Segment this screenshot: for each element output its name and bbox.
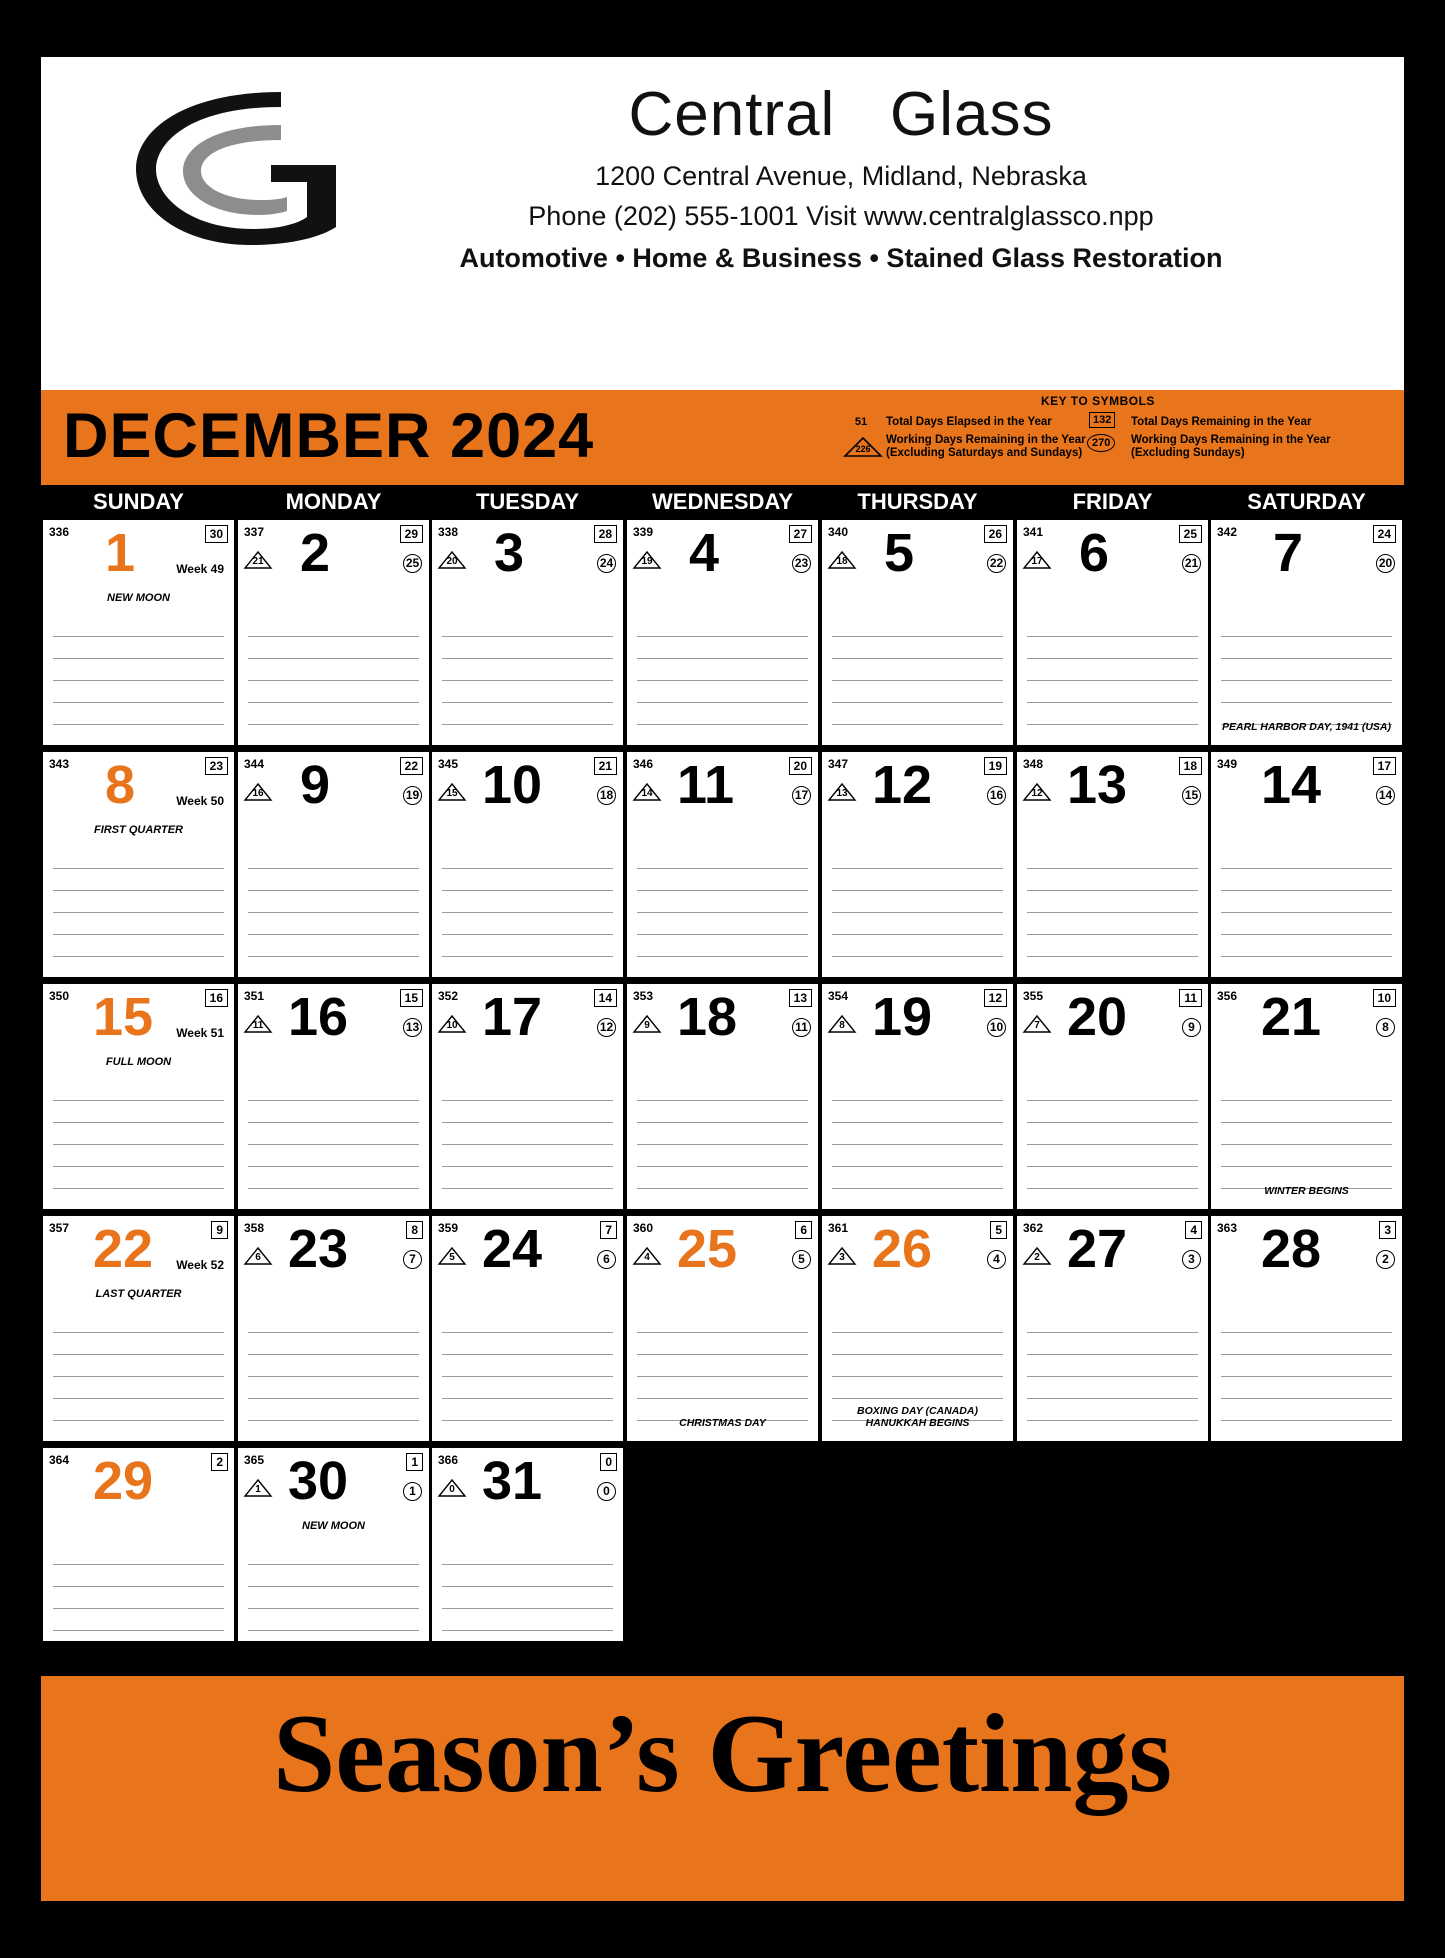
note-lines[interactable]: [637, 847, 808, 957]
key-remaining-label: Total Days Remaining in the Year: [1131, 416, 1312, 428]
julian-day-number: 356: [1217, 989, 1238, 1003]
julian-day-number: 348: [1023, 757, 1044, 771]
week-number-label: Week 51: [176, 1026, 224, 1040]
working-days-remaining-circle: 11: [792, 1018, 811, 1037]
julian-day-number: 347: [828, 757, 849, 771]
central-glass-logo: [131, 87, 371, 247]
day-number: 31: [482, 1451, 543, 1511]
julian-day-number: 354: [828, 989, 849, 1003]
note-lines[interactable]: [248, 1543, 419, 1631]
day-number: 27: [1067, 1219, 1128, 1279]
calendar-day-cell[interactable]: [822, 520, 1013, 745]
day-number: 3: [494, 523, 525, 583]
day-number: 9: [300, 755, 331, 815]
julian-day-number: 337: [244, 525, 265, 539]
seasons-greeting-text: Season’s Greetings: [272, 1692, 1173, 1816]
days-remaining-box: 20: [789, 757, 812, 775]
note-lines[interactable]: [1221, 847, 1392, 957]
company-phone-web: Phone (202) 555-1001 Visit www.centralglassco.npp: [528, 201, 1154, 231]
working-days-remaining-triangle: 4: [632, 1246, 662, 1266]
calendar-day-cell[interactable]: [43, 1216, 234, 1441]
working-days-remaining-circle: 18: [597, 786, 616, 805]
calendar-day-cell[interactable]: [1017, 984, 1208, 1209]
note-lines[interactable]: [637, 615, 808, 725]
working-days-remaining-circle: 5: [792, 1250, 811, 1269]
note-lines[interactable]: [1027, 1079, 1198, 1189]
julian-day-number: 336: [49, 525, 70, 539]
key-elapsed-value: 51: [854, 416, 868, 428]
day-number: 22: [93, 1219, 154, 1279]
day-number: 14: [1261, 755, 1322, 815]
days-remaining-box: 26: [984, 525, 1007, 543]
note-lines[interactable]: [53, 847, 224, 957]
days-remaining-box: 15: [400, 989, 423, 1007]
moon-phase-label: NEW MOON: [302, 1520, 365, 1532]
working-days-remaining-triangle: 1: [243, 1478, 273, 1498]
days-remaining-box: 22: [400, 757, 423, 775]
calendar-day-cell[interactable]: [627, 984, 818, 1209]
days-remaining-box: 3: [1379, 1221, 1396, 1239]
day-number: 17: [482, 987, 543, 1047]
note-lines[interactable]: [832, 1079, 1003, 1189]
julian-day-number: 360: [633, 1221, 654, 1235]
day-number: 30: [288, 1451, 349, 1511]
weekday-monday: MONDAY: [285, 489, 382, 514]
working-days-remaining-triangle: 10: [437, 1014, 467, 1034]
julian-day-number: 340: [828, 525, 849, 539]
company-tagline: Automotive • Home & Business • Stained Glass Restoration: [459, 243, 1223, 273]
footer-banner: [41, 1676, 1404, 1901]
days-remaining-box: 12: [984, 989, 1007, 1007]
working-days-remaining-circle: 4: [987, 1250, 1006, 1269]
days-remaining-box: 28: [594, 525, 617, 543]
day-number: 23: [288, 1219, 349, 1279]
week-number-label: Week 49: [176, 562, 224, 576]
day-number: 24: [482, 1219, 543, 1279]
working-days-remaining-triangle: 0: [437, 1478, 467, 1498]
working-days-remaining-circle: 7: [403, 1250, 422, 1269]
company-name-part1: Central: [628, 80, 836, 149]
day-number: 11: [677, 755, 735, 815]
days-remaining-box: 5: [990, 1221, 1007, 1239]
holiday-note: CHRISTMAS DAY: [679, 1417, 766, 1429]
day-number: 2: [300, 523, 331, 583]
calendar-day-cell[interactable]: [43, 984, 234, 1209]
julian-day-number: 353: [633, 989, 654, 1003]
key-working-sat-sun-label: Working Days Remaining in the Year (Excluding Saturdays and Sundays): [886, 434, 1086, 459]
calendar-day-cell[interactable]: [238, 1216, 429, 1441]
day-number: 7: [1273, 523, 1304, 583]
working-days-remaining-triangle: 11: [243, 1014, 273, 1034]
days-remaining-box: 6: [795, 1221, 812, 1239]
calendar-day-cell[interactable]: [822, 1216, 1013, 1441]
note-lines[interactable]: [53, 1543, 224, 1631]
company-name: [341, 79, 1341, 150]
weekday-thursday: THURSDAY: [857, 489, 978, 514]
working-days-remaining-circle: 1: [403, 1482, 422, 1501]
days-remaining-box: 8: [406, 1221, 423, 1239]
note-lines[interactable]: [442, 1543, 613, 1631]
day-number: 5: [884, 523, 915, 583]
note-lines[interactable]: [248, 1311, 419, 1421]
working-days-remaining-triangle: 5: [437, 1246, 467, 1266]
working-days-remaining-circle: 20: [1376, 554, 1395, 573]
working-days-remaining-triangle: 12: [1022, 782, 1052, 802]
note-lines[interactable]: [442, 847, 613, 957]
working-days-remaining-triangle: 20: [437, 550, 467, 570]
note-lines[interactable]: [637, 1079, 808, 1189]
calendar-day-cell[interactable]: [1211, 1216, 1402, 1441]
holiday-note: BOXING DAY (CANADA) HANUKKAH BEGINS: [857, 1405, 978, 1429]
days-remaining-box: 25: [1179, 525, 1202, 543]
julian-day-number: 355: [1023, 989, 1044, 1003]
days-remaining-box: 11: [1179, 989, 1202, 1007]
month-title: DECEMBER 2024: [63, 401, 595, 471]
calendar-day-cell[interactable]: [432, 1216, 623, 1441]
working-days-remaining-circle: 10: [987, 1018, 1006, 1037]
working-days-remaining-circle: 25: [403, 554, 422, 573]
day-number: 4: [689, 523, 720, 583]
calendar-day-cell[interactable]: [822, 984, 1013, 1209]
julian-day-number: 364: [49, 1453, 70, 1467]
day-number: 18: [677, 987, 738, 1047]
days-remaining-box: 4: [1185, 1221, 1202, 1239]
days-remaining-box: 24: [1373, 525, 1396, 543]
calendar-day-cell[interactable]: [1211, 520, 1402, 745]
calendar-day-cell[interactable]: [627, 520, 818, 745]
calendar-day-cell[interactable]: [432, 984, 623, 1209]
weekday-saturday: SATURDAY: [1247, 489, 1366, 514]
day-number: 13: [1067, 755, 1128, 815]
calendar-day-cell[interactable]: [43, 1448, 234, 1641]
working-days-remaining-circle: 13: [403, 1018, 422, 1037]
weekday-wednesday: WEDNESDAY: [652, 489, 793, 514]
calendar-day-cell[interactable]: [238, 984, 429, 1209]
julian-day-number: 346: [633, 757, 654, 771]
note-lines[interactable]: [53, 1079, 224, 1189]
working-days-remaining-triangle: 6: [243, 1246, 273, 1266]
julian-day-number: 338: [438, 525, 459, 539]
working-days-remaining-circle: 16: [987, 786, 1006, 805]
calendar-day-cell[interactable]: [238, 1448, 429, 1641]
days-remaining-box: 0: [600, 1453, 617, 1471]
days-remaining-box: 13: [789, 989, 812, 1007]
days-remaining-box: 14: [594, 989, 617, 1007]
working-days-remaining-triangle: 13: [827, 782, 857, 802]
holiday-note: PEARL HARBOR DAY, 1941 (USA): [1221, 721, 1391, 733]
key-title: KEY TO SYMBOLS: [1041, 394, 1155, 408]
days-remaining-box: 1: [406, 1453, 423, 1471]
day-number: 25: [677, 1219, 738, 1279]
working-days-remaining-triangle: 3: [827, 1246, 857, 1266]
note-lines[interactable]: [1221, 615, 1392, 725]
julian-day-number: 343: [49, 757, 70, 771]
working-days-remaining-triangle: 9: [632, 1014, 662, 1034]
note-lines[interactable]: [832, 847, 1003, 957]
day-number: 6: [1079, 523, 1110, 583]
moon-phase-label: NEW MOON: [107, 592, 170, 604]
weekday-sunday: SUNDAY: [93, 489, 184, 514]
weekday-tuesday: TUESDAY: [475, 489, 580, 514]
note-lines[interactable]: [442, 1311, 613, 1421]
working-days-remaining-circle: 15: [1182, 786, 1201, 805]
working-days-remaining-triangle: 14: [632, 782, 662, 802]
day-number: 19: [872, 987, 933, 1047]
julian-day-number: 362: [1023, 1221, 1044, 1235]
calendar-day-cell[interactable]: [43, 520, 234, 745]
days-remaining-box: 19: [984, 757, 1007, 775]
days-remaining-box: 29: [400, 525, 423, 543]
working-days-remaining-circle: 0: [597, 1482, 616, 1501]
calendar-day-cell[interactable]: [1211, 984, 1402, 1209]
days-remaining-box: 16: [205, 989, 228, 1007]
weekday-header: [41, 485, 1404, 518]
days-remaining-box: 23: [205, 757, 228, 775]
note-lines[interactable]: [442, 615, 613, 725]
day-number: 20: [1067, 987, 1128, 1047]
working-days-remaining-triangle: 2: [1022, 1246, 1052, 1266]
calendar-day-cell[interactable]: [238, 752, 429, 977]
calendar-day-cell[interactable]: [627, 752, 818, 977]
holiday-note: WINTER BEGINS: [1264, 1185, 1349, 1197]
days-remaining-box: 2: [211, 1453, 228, 1471]
julian-day-number: 342: [1217, 525, 1238, 539]
working-days-remaining-circle: 24: [597, 554, 616, 573]
working-days-remaining-circle: 6: [597, 1250, 616, 1269]
working-days-remaining-circle: 23: [792, 554, 811, 573]
calendar-day-cell[interactable]: [822, 752, 1013, 977]
working-days-remaining-circle: 19: [403, 786, 422, 805]
moon-phase-label: FULL MOON: [105, 1056, 172, 1068]
key-working-sun-label: Working Days Remaining in the Year (Excluding Sundays): [1131, 434, 1331, 459]
calendar-grid: [41, 518, 1404, 1676]
working-days-remaining-triangle: 7: [1022, 1014, 1052, 1034]
day-number: 21: [1261, 987, 1322, 1047]
calendar-day-cell[interactable]: [238, 520, 429, 745]
working-days-remaining-triangle: 8: [827, 1014, 857, 1034]
note-lines[interactable]: [53, 1311, 224, 1421]
day-number: 10: [482, 755, 543, 815]
days-remaining-box: 10: [1373, 989, 1396, 1007]
note-lines[interactable]: [1221, 1311, 1392, 1421]
note-lines[interactable]: [248, 615, 419, 725]
julian-day-number: 358: [244, 1221, 265, 1235]
julian-day-number: 365: [244, 1453, 265, 1467]
note-lines[interactable]: [442, 1079, 613, 1189]
julian-day-number: 339: [633, 525, 654, 539]
calendar-day-cell[interactable]: [1017, 520, 1208, 745]
julian-day-number: 361: [828, 1221, 849, 1235]
calendar-day-cell[interactable]: [432, 752, 623, 977]
week-number-label: Week 52: [176, 1258, 224, 1272]
key-elapsed-label: Total Days Elapsed in the Year: [886, 416, 1052, 428]
working-days-remaining-triangle: 15: [437, 782, 467, 802]
days-remaining-box: 27: [789, 525, 812, 543]
note-lines[interactable]: [1027, 847, 1198, 957]
note-lines[interactable]: [248, 1079, 419, 1189]
days-remaining-box: 18: [1179, 757, 1202, 775]
day-number: 8: [105, 755, 136, 815]
julian-day-number: 352: [438, 989, 459, 1003]
note-lines[interactable]: [832, 615, 1003, 725]
header-panel: [41, 57, 1404, 390]
moon-phase-label: LAST QUARTER: [95, 1288, 182, 1300]
days-remaining-box: 9: [211, 1221, 228, 1239]
working-days-remaining-triangle: 21: [243, 550, 273, 570]
month-bar: [41, 390, 1404, 485]
calendar-day-cell[interactable]: [1017, 1216, 1208, 1441]
working-days-remaining-circle: 2: [1376, 1250, 1395, 1269]
note-lines[interactable]: [1027, 1311, 1198, 1421]
working-days-remaining-triangle: 18: [827, 550, 857, 570]
company-name-part2: Glass: [890, 80, 1054, 149]
day-number: 26: [872, 1219, 933, 1279]
day-number: 1: [105, 523, 136, 583]
note-lines[interactable]: [1221, 1079, 1392, 1189]
weekday-friday: FRIDAY: [1072, 489, 1153, 514]
julian-day-number: 366: [438, 1453, 459, 1467]
working-days-remaining-circle: 17: [792, 786, 811, 805]
julian-day-number: 341: [1023, 525, 1044, 539]
working-days-remaining-circle: 9: [1182, 1018, 1201, 1037]
calendar-day-cell[interactable]: [432, 1448, 623, 1641]
note-lines[interactable]: [637, 1311, 808, 1421]
working-days-remaining-triangle: 19: [632, 550, 662, 570]
days-remaining-box: 21: [594, 757, 617, 775]
day-number: 15: [93, 987, 154, 1047]
julian-day-number: 344: [244, 757, 265, 771]
julian-day-number: 357: [49, 1221, 70, 1235]
calendar-day-cell[interactable]: [43, 752, 234, 977]
julian-day-number: 349: [1217, 757, 1238, 771]
working-days-remaining-circle: 21: [1182, 554, 1201, 573]
julian-day-number: 351: [244, 989, 265, 1003]
working-days-remaining-circle: 22: [987, 554, 1006, 573]
note-lines[interactable]: [53, 615, 224, 725]
key-remaining-value: 132: [1089, 414, 1115, 426]
note-lines[interactable]: [1027, 615, 1198, 725]
key-to-symbols: [841, 394, 1391, 482]
julian-day-number: 359: [438, 1221, 459, 1235]
day-number: 28: [1261, 1219, 1322, 1279]
julian-day-number: 350: [49, 989, 70, 1003]
working-days-remaining-circle: 14: [1376, 786, 1395, 805]
company-address: 1200 Central Avenue, Midland, Nebraska: [595, 161, 1087, 191]
days-remaining-box: 17: [1373, 757, 1396, 775]
key-working-sun-value: 270: [1087, 437, 1115, 449]
working-days-remaining-circle: 8: [1376, 1018, 1395, 1037]
working-days-remaining-circle: 3: [1182, 1250, 1201, 1269]
day-number: 29: [93, 1451, 154, 1511]
day-number: 12: [872, 755, 933, 815]
working-days-remaining-triangle: 16: [243, 782, 273, 802]
working-days-remaining-triangle: 17: [1022, 550, 1052, 570]
calendar-day-cell[interactable]: [627, 1216, 818, 1441]
julian-day-number: 363: [1217, 1221, 1238, 1235]
week-number-label: Week 50: [176, 794, 224, 808]
calendar-day-cell[interactable]: [1017, 752, 1208, 977]
day-number: 16: [288, 987, 349, 1047]
days-remaining-box: 30: [205, 525, 228, 543]
key-working-sat-sun-symbol: 226: [843, 436, 883, 458]
note-lines[interactable]: [248, 847, 419, 957]
working-days-remaining-circle: 12: [597, 1018, 616, 1037]
calendar-day-cell[interactable]: [432, 520, 623, 745]
julian-day-number: 345: [438, 757, 459, 771]
calendar-day-cell[interactable]: [1211, 752, 1402, 977]
moon-phase-label: FIRST QUARTER: [93, 824, 184, 836]
days-remaining-box: 7: [600, 1221, 617, 1239]
